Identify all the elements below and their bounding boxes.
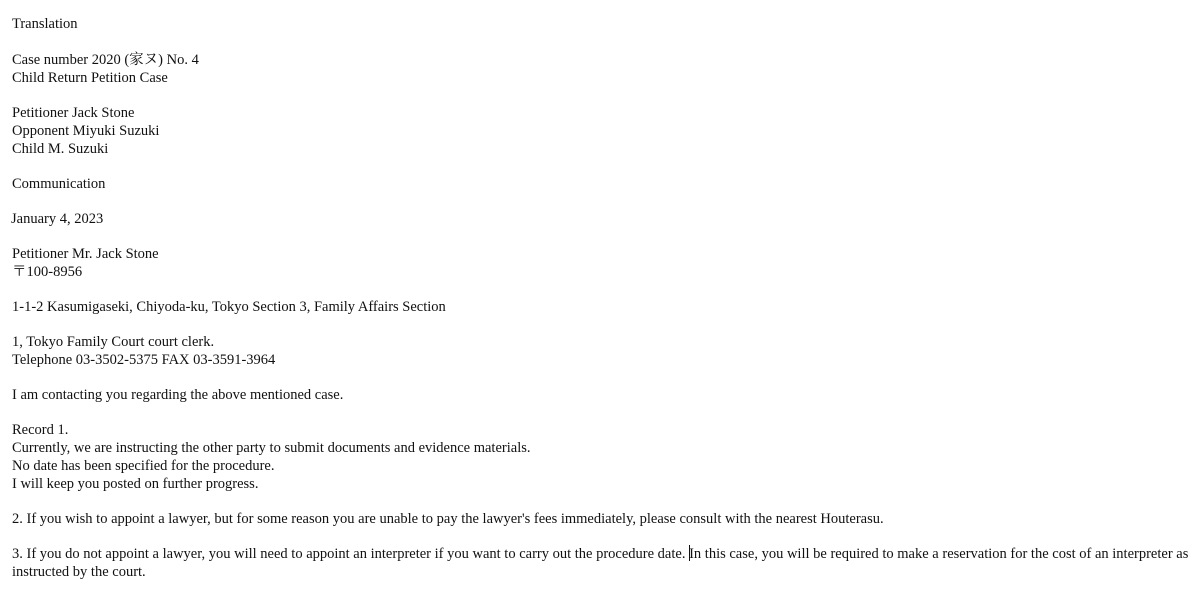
child-line: Child M. Suzuki xyxy=(12,141,109,157)
postal-code: 〒100-8956 xyxy=(12,264,83,280)
item-2-paragraph: 2. If you wish to appoint a lawyer, but for some reason you are unable to pay the lawyer's fees immediately, please consult with the nearest Houterasu. xyxy=(12,511,884,527)
record-line-1: Currently, we are instructing the other party to submit documents and evidence materials. xyxy=(12,440,531,456)
case-number: Case number 2020 (家ヌ) No. 4 xyxy=(12,52,199,68)
document-heading: Translation xyxy=(12,16,78,32)
addressee-name: Petitioner Mr. Jack Stone xyxy=(12,246,159,262)
sender-address: 1-1-2 Kasumigaseki, Chiyoda-ku, Tokyo Section 3, Family Affairs Section xyxy=(12,299,446,315)
record-line-2: No date has been specified for the procedure. xyxy=(12,458,275,474)
petitioner-line: Petitioner Jack Stone xyxy=(12,105,135,121)
document-body[interactable] xyxy=(12,15,1192,581)
record-line-3: I will keep you posted on further progress. xyxy=(12,476,259,492)
contact-line: Telephone 03-3502-5375 FAX 03-3591-3964 xyxy=(12,352,276,368)
item-3-paragraph xyxy=(12,545,1192,581)
record-title: Record 1. xyxy=(12,422,69,438)
subject-line: Communication xyxy=(12,176,106,192)
document-date: January 4, 2023 xyxy=(11,211,104,227)
intro-line: I am contacting you regarding the above mentioned case. xyxy=(12,387,344,403)
court-clerk-line: 1, Tokyo Family Court court clerk. xyxy=(12,334,215,350)
item-3-part-2: In this case, you will be required to make a reservation for the cost of an interpreter as instructed by the court. xyxy=(12,546,1189,580)
opponent-line: Opponent Miyuki Suzuki xyxy=(12,123,160,139)
item-3-part-1: 3. If you do not appoint a lawyer, you will need to appoint an interpreter if you want to carry out the procedure date. xyxy=(12,546,690,562)
case-type: Child Return Petition Case xyxy=(12,70,168,86)
